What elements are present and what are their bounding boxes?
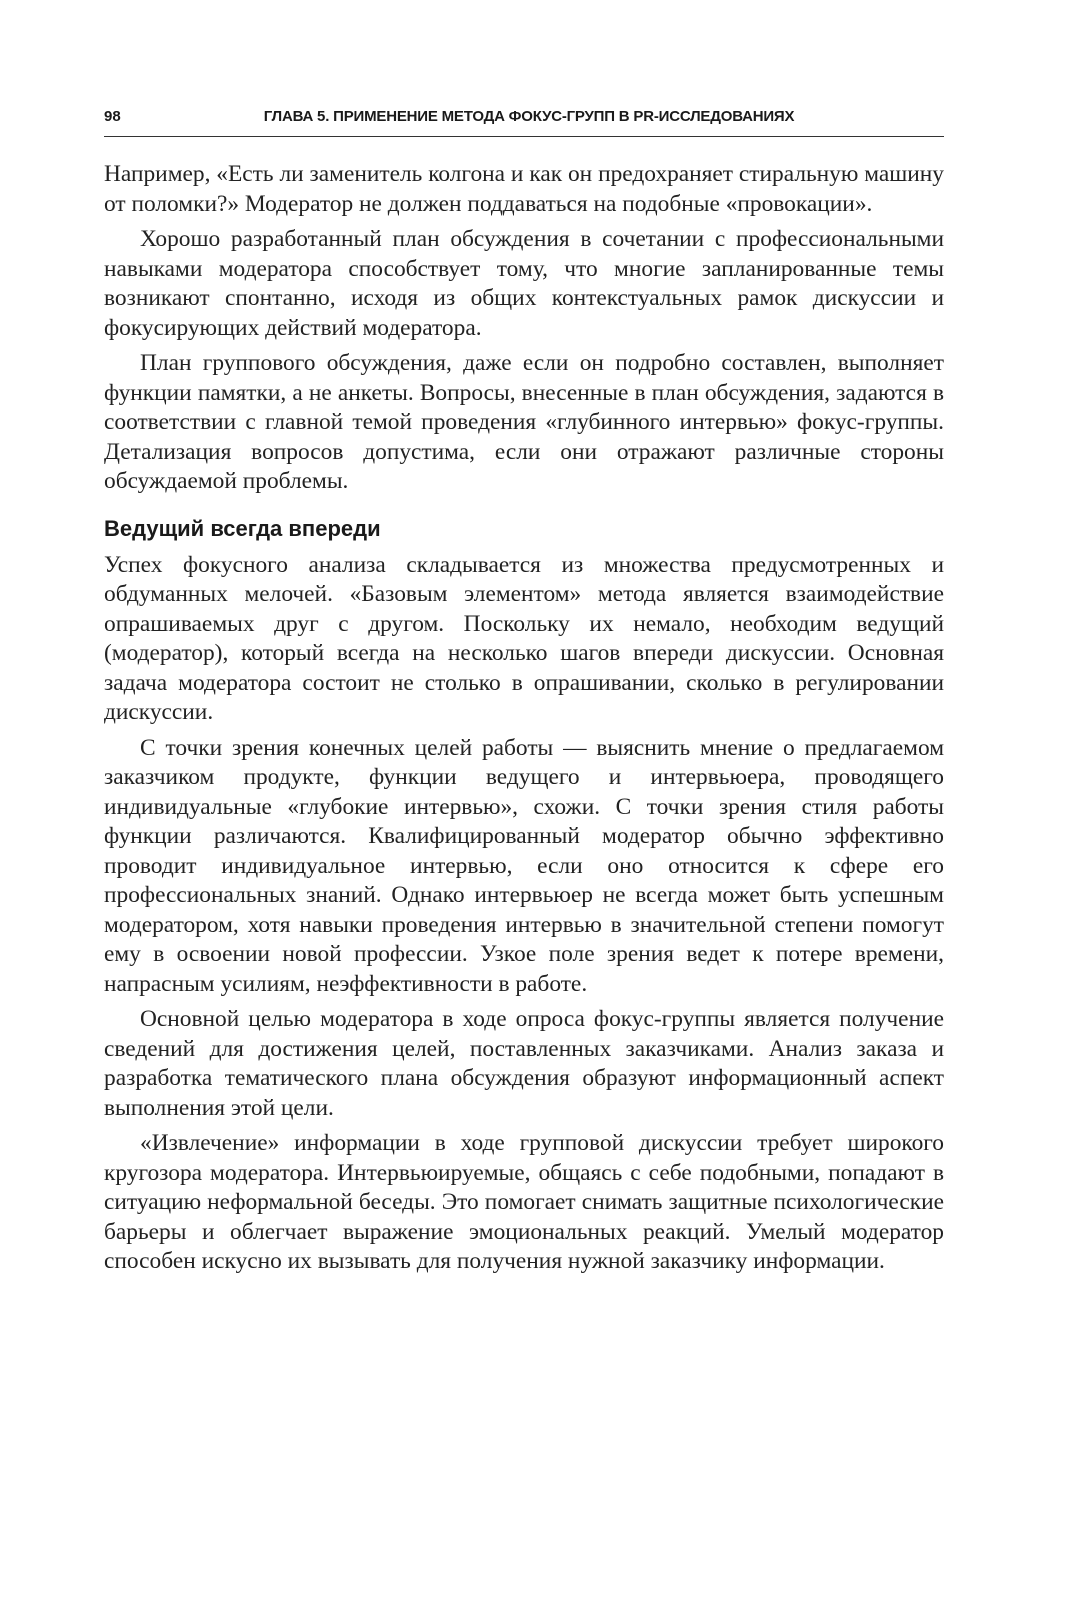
running-head bbox=[104, 108, 944, 137]
page-number: 98 bbox=[104, 108, 121, 125]
paragraph: Например, «Есть ли заменитель колгона и как он предохраняет стиральную машину от поломки?» Модератор не должен поддаваться на подобные «провокации». bbox=[104, 161, 944, 217]
paragraph: План группового обсуждения, даже если он подробно составлен, выполняет функции памятки, а не анкеты. Вопросы, внесенные в план обсуждения, задаются в соответствии с главной темой проведения «глубинного интервью» фокус-группы. Детализация вопросов допустима, если они отражают различные стороны обсуждаемой проблемы. bbox=[104, 350, 944, 494]
paragraph: Успех фокусного анализа складывается из множества предусмотренных и обдуманных мелочей. «Базовым элементом» метода является взаимодействие опрашиваемых друг с другом. Поскольку их немало, необходим ведущий (модератор), который всегда на несколько шагов впереди дискуссии. Основная задача модератора состоит не столько в опрашивании, сколько в регулировании дискуссии. bbox=[104, 551, 944, 725]
chapter-title: ГЛАВА 5. ПРИМЕНЕНИЕ МЕТОДА ФОКУС-ГРУПП В PR-ИССЛЕДОВАНИЯХ bbox=[263, 108, 795, 125]
paragraph: «Извлечение» информации в ходе групповой дискуссии требует широкого кругозора модератора. Интервьюируемые, общаясь с себе подобными, попадают в ситуацию неформальной беседы. Это помогает снимать защитные психологические барьеры и облегчает выражение эмоциональных реакций. Умелый модератор способен искусно их вызывать для получения нужной заказчику информации. bbox=[104, 1130, 944, 1274]
section-heading: Ведущий всегда впереди bbox=[104, 515, 381, 541]
paragraph: С точки зрения конечных целей работы — выяснить мнение о предлагаемом заказчиком продукте, функции ведущего и интервьюера, проводящего индивидуальные «глубокие интервью», схожи. С точки зрения стиля работы функции различаются. Квалифицированный модератор обычно эффективно проводит индивидуальное интервью, если оно относится к сфере его профессиональных знаний. Однако интервьюер не всегда может быть успешным модератором, хотя навыки проведения интервью в значительной степени помогут ему в освоении новой профессии. Узкое поле зрения ведет к потере времени, напрасным усилиям, неэффективности в работе. bbox=[104, 734, 944, 997]
paragraph: Хорошо разработанный план обсуждения в сочетании с профессиональными навыками модератора способствует тому, что многие запланированные темы возникают спонтанно, исходя из общих контекстуальных рамок дискуссии и фокусирующих действий модератора. bbox=[104, 226, 944, 341]
page-body bbox=[104, 160, 944, 1283]
paragraph: Основной целью модератора в ходе опроса фокус-группы является получение сведений для достижения целей, поставленных заказчиками. Анализ заказа и разработка тематического плана обсуждения образуют информационный аспект выполнения этой цели. bbox=[104, 1006, 944, 1121]
